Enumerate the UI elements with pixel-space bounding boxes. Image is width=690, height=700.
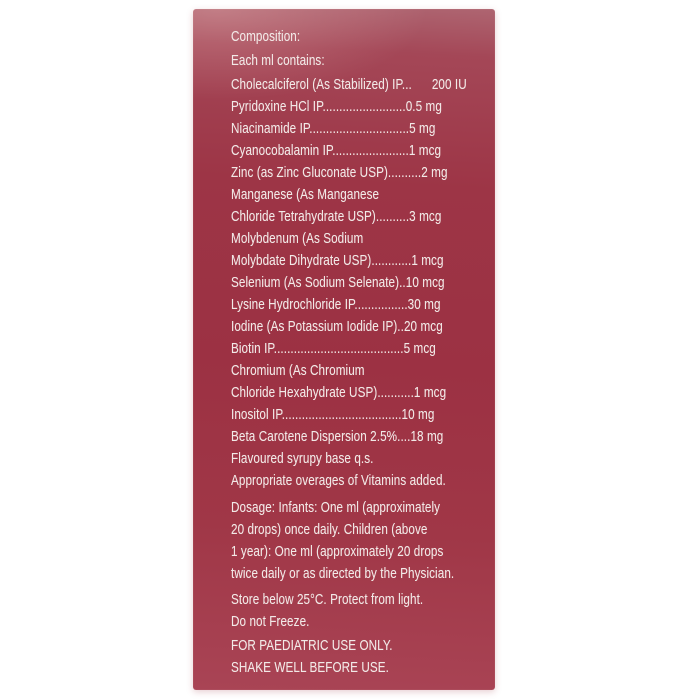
label-panel <box>193 9 495 690</box>
composition-subtitle: Each ml contains: <box>231 52 325 69</box>
ingredient-line: Lysine Hydrochloride IP................30 mg <box>231 296 441 313</box>
warning-line: FOR PAEDIATRIC USE ONLY. <box>231 637 393 654</box>
ingredient-line: Chloride Hexahydrate USP)...........1 mcg <box>231 384 447 401</box>
composition-title: Composition: <box>231 28 301 45</box>
warning-line: SHAKE WELL BEFORE USE. <box>231 659 389 676</box>
ingredient-line: Beta Carotene Dispersion 2.5%....18 mg <box>231 428 444 445</box>
ingredient-line: Biotin IP.......................................5 mcg <box>231 340 436 357</box>
ingredient-line: Selenium (As Sodium Selenate)..10 mcg <box>231 274 445 291</box>
label-text-block <box>231 26 500 679</box>
ingredient-line: Iodine (As Potassium Iodide IP)..20 mcg <box>231 318 443 335</box>
dosage-line: 20 drops) once daily. Children (above <box>231 521 428 538</box>
dosage-line: Dosage: Infants: One ml (approximately <box>231 499 441 516</box>
ingredient-line: Cholecalciferol (As Stabilized) IP... 200 IU <box>231 76 467 93</box>
ingredient-line: Inositol IP....................................10 mg <box>231 406 435 423</box>
ingredient-line: Chromium (As Chromium <box>231 362 365 379</box>
ingredient-line: Manganese (As Manganese <box>231 186 380 203</box>
ingredient-line: Chloride Tetrahydrate USP)..........3 mcg <box>231 208 442 225</box>
ingredient-line: Flavoured syrupy base q.s. <box>231 450 374 467</box>
storage-line: Store below 25°C. Protect from light. <box>231 591 424 608</box>
ingredient-line: Molybdenum (As Sodium <box>231 230 364 247</box>
ingredient-line: Zinc (as Zinc Gluconate USP)..........2 mg <box>231 164 448 181</box>
ingredient-line: Pyridoxine HCl IP.........................0.5 mg <box>231 98 442 115</box>
warnings-section <box>231 635 500 679</box>
ingredient-line: Molybdate Dihydrate USP)............1 mcg <box>231 252 444 269</box>
dosage-line: twice daily or as directed by the Physician. <box>231 565 455 582</box>
ingredient-line: Cyanocobalamin IP.......................1 mcg <box>231 142 442 159</box>
ingredient-list <box>231 74 500 492</box>
ingredient-line: Appropriate overages of Vitamins added. <box>231 472 446 489</box>
dosage-line: 1 year): One ml (approximately 20 drops <box>231 543 444 560</box>
ingredient-line: Niacinamide IP..............................5 mg <box>231 120 436 137</box>
dosage-section <box>231 497 500 585</box>
storage-line: Do not Freeze. <box>231 613 310 630</box>
storage-section <box>231 589 500 633</box>
